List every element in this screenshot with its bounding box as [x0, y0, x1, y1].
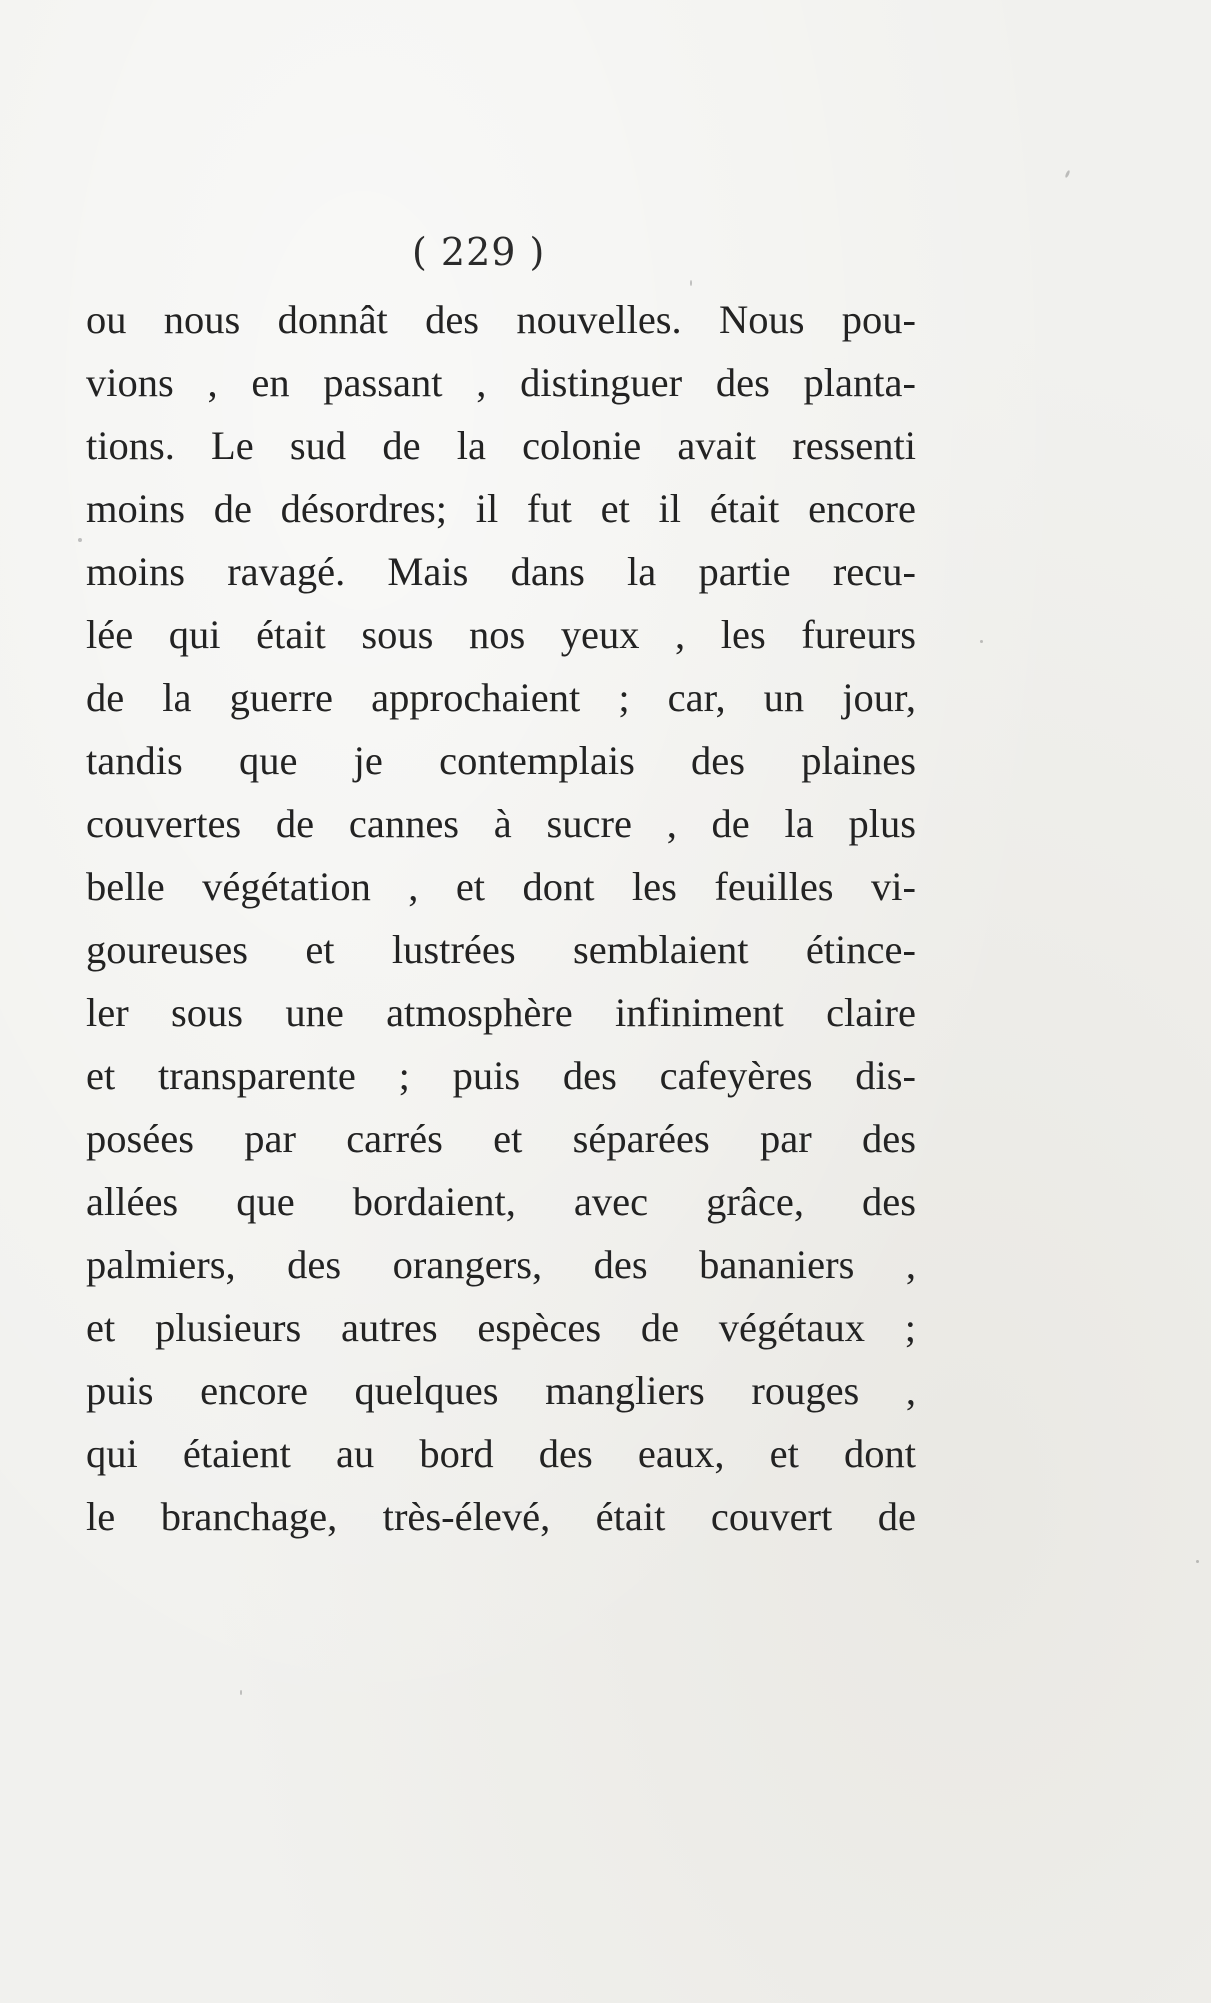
- text-line: qui étaient au bord des eaux, et dont: [86, 1431, 916, 1476]
- text-line: le branchage, très-élevé, était couvert de: [86, 1494, 916, 1539]
- paper-speck: [1196, 1560, 1199, 1563]
- text-line: moins de désordres; il fut et il était encore: [86, 486, 916, 531]
- text-line: palmiers, des orangers, des bananiers ,: [86, 1242, 916, 1287]
- paper-speck: [1064, 170, 1070, 179]
- text-line: et transparente ; puis des cafeyères dis-: [86, 1053, 916, 1098]
- text-line: et plusieurs autres espèces de végétaux ;: [86, 1305, 916, 1350]
- text-line: de la guerre approchaient ; car, un jour,: [86, 675, 916, 720]
- text-line: belle végétation , et dont les feuilles vi-: [86, 864, 916, 909]
- text-line: moins ravagé. Mais dans la partie recu-: [86, 549, 916, 594]
- text-line: allées que bordaient, avec grâce, des: [86, 1179, 916, 1224]
- paper-speck: [690, 280, 692, 286]
- text-line: ler sous une atmosphère infiniment claire: [86, 990, 916, 1035]
- text-line: tandis que je contemplais des plaines: [86, 738, 916, 783]
- text-line: goureuses et lustrées semblaient étince-: [86, 927, 916, 972]
- page-number: ( 229 ): [412, 230, 546, 274]
- text-line: puis encore quelques mangliers rouges ,: [86, 1368, 916, 1413]
- text-line: ou nous donnât des nouvelles. Nous pou-: [86, 297, 916, 342]
- paper-speck: [240, 1690, 242, 1695]
- text-line: lée qui était sous nos yeux , les fureurs: [86, 612, 916, 657]
- text-line: posées par carrés et séparées par des: [86, 1116, 916, 1161]
- text-line: tions. Le sud de la colonie avait ressenti: [86, 423, 916, 468]
- body-text: [86, 290, 916, 1590]
- paper-speck: [78, 538, 82, 542]
- text-line: couvertes de cannes à sucre , de la plus: [86, 801, 916, 846]
- text-line: vions , en passant , distinguer des planta-: [86, 360, 916, 405]
- paper-speck: [980, 640, 983, 643]
